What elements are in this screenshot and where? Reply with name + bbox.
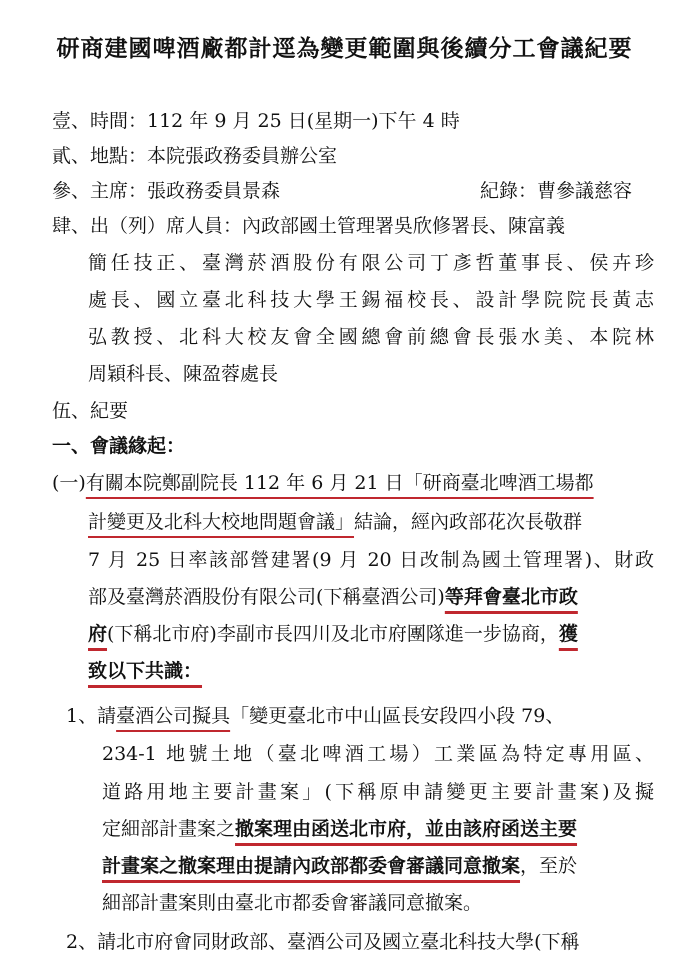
meta-recorder: 紀錄：曹參議慈容 [480,180,633,202]
paragraph-line [52,470,656,496]
meta-time: 壹、時間：112 年 9 月 25 日(星期一)下午 4 時 [52,110,460,132]
paragraph-line: 7 月 25 日率該部營建署(9 月 20 日改制為國土管理署)、財政 [88,549,654,571]
plain-text: 1、請 [66,705,117,727]
underlined-text: 府 [88,623,108,645]
list-item-line [66,703,564,729]
underlined-text: 計畫案之撤案理由提請內政部都委會審議同意撤案 [102,855,521,877]
plain-text: (下稱北市府)李副市長四川及北市府團隊進一步協商， [107,623,559,645]
list-item-line: 細部計畫案則由臺北市都委會審議同意撤案。 [102,892,483,914]
plain-text: 「變更臺北市中山區長安段四小段 79、 [230,705,565,727]
paragraph-number: (一) [52,472,86,494]
plain-text: 部及臺灣菸酒股份有限公司(下稱臺酒公司) [88,586,445,608]
underlined-text: 計變更及北科大校地問題會議」 [88,511,355,533]
plain-text: ，至於 [520,855,578,877]
paragraph-line [88,658,202,684]
paragraph-line [88,621,578,647]
attendees-line: 弘教授、北科大校友會全國總會前總會長張水美、本院林 [88,326,654,348]
paragraph-line [88,584,578,610]
underlined-text: 等拜會臺北市政 [444,586,578,608]
list-item-line [102,816,577,842]
underlined-text: 有關本院鄭副院長 112 年 6 月 21 日「研商臺北啤酒工場都 [85,472,594,494]
underlined-text: 致以下共識： [88,660,203,682]
underlined-text: 獲 [558,623,578,645]
meta-place: 貳、地點：本院張政務委員辦公室 [52,145,338,167]
attendees-line: 簡任技正、臺灣菸酒股份有限公司丁彥哲董事長、侯卉珍 [88,252,654,274]
attendees-line: 處長、國立臺北科技大學王錫福校長、設計學院院長黃志 [88,289,654,311]
paragraph-line [88,509,582,535]
attendees-line: 周穎科長、陳盈蓉處長 [88,363,279,385]
underlined-text: 撤案理由函送北市府，並由該府函送主要 [235,818,578,840]
list-item-line: 234-1 地號土地（臺北啤酒工場）工業區為特定專用區、 [102,743,654,765]
list-item-line: 道路用地主要計畫案」(下稱原申請變更主要計畫案)及擬 [102,781,654,803]
underlined-text: 臺酒公司擬具 [116,705,231,727]
plain-text: 定細部計畫案之 [102,818,236,840]
list-item-line [102,853,577,879]
list-item-line: 2、請北市府會同財政部、臺酒公司及國立臺北科技大學(下稱 [66,931,580,953]
document-title: 研商建國啤酒廠都計逕為變更範圍與後續分工會議紀要 [56,35,633,62]
attendees-line: 肆、出（列）席人員：內政部國土管理署吳欣修署長、陳富義 [52,215,566,237]
section-heading: 一、會議緣起： [52,435,186,457]
summary-heading: 伍、紀要 [52,400,129,422]
plain-text: 結論，經內政部花次長敬群 [354,511,583,533]
meta-chair: 參、主席：張政務委員景森 [52,180,281,202]
